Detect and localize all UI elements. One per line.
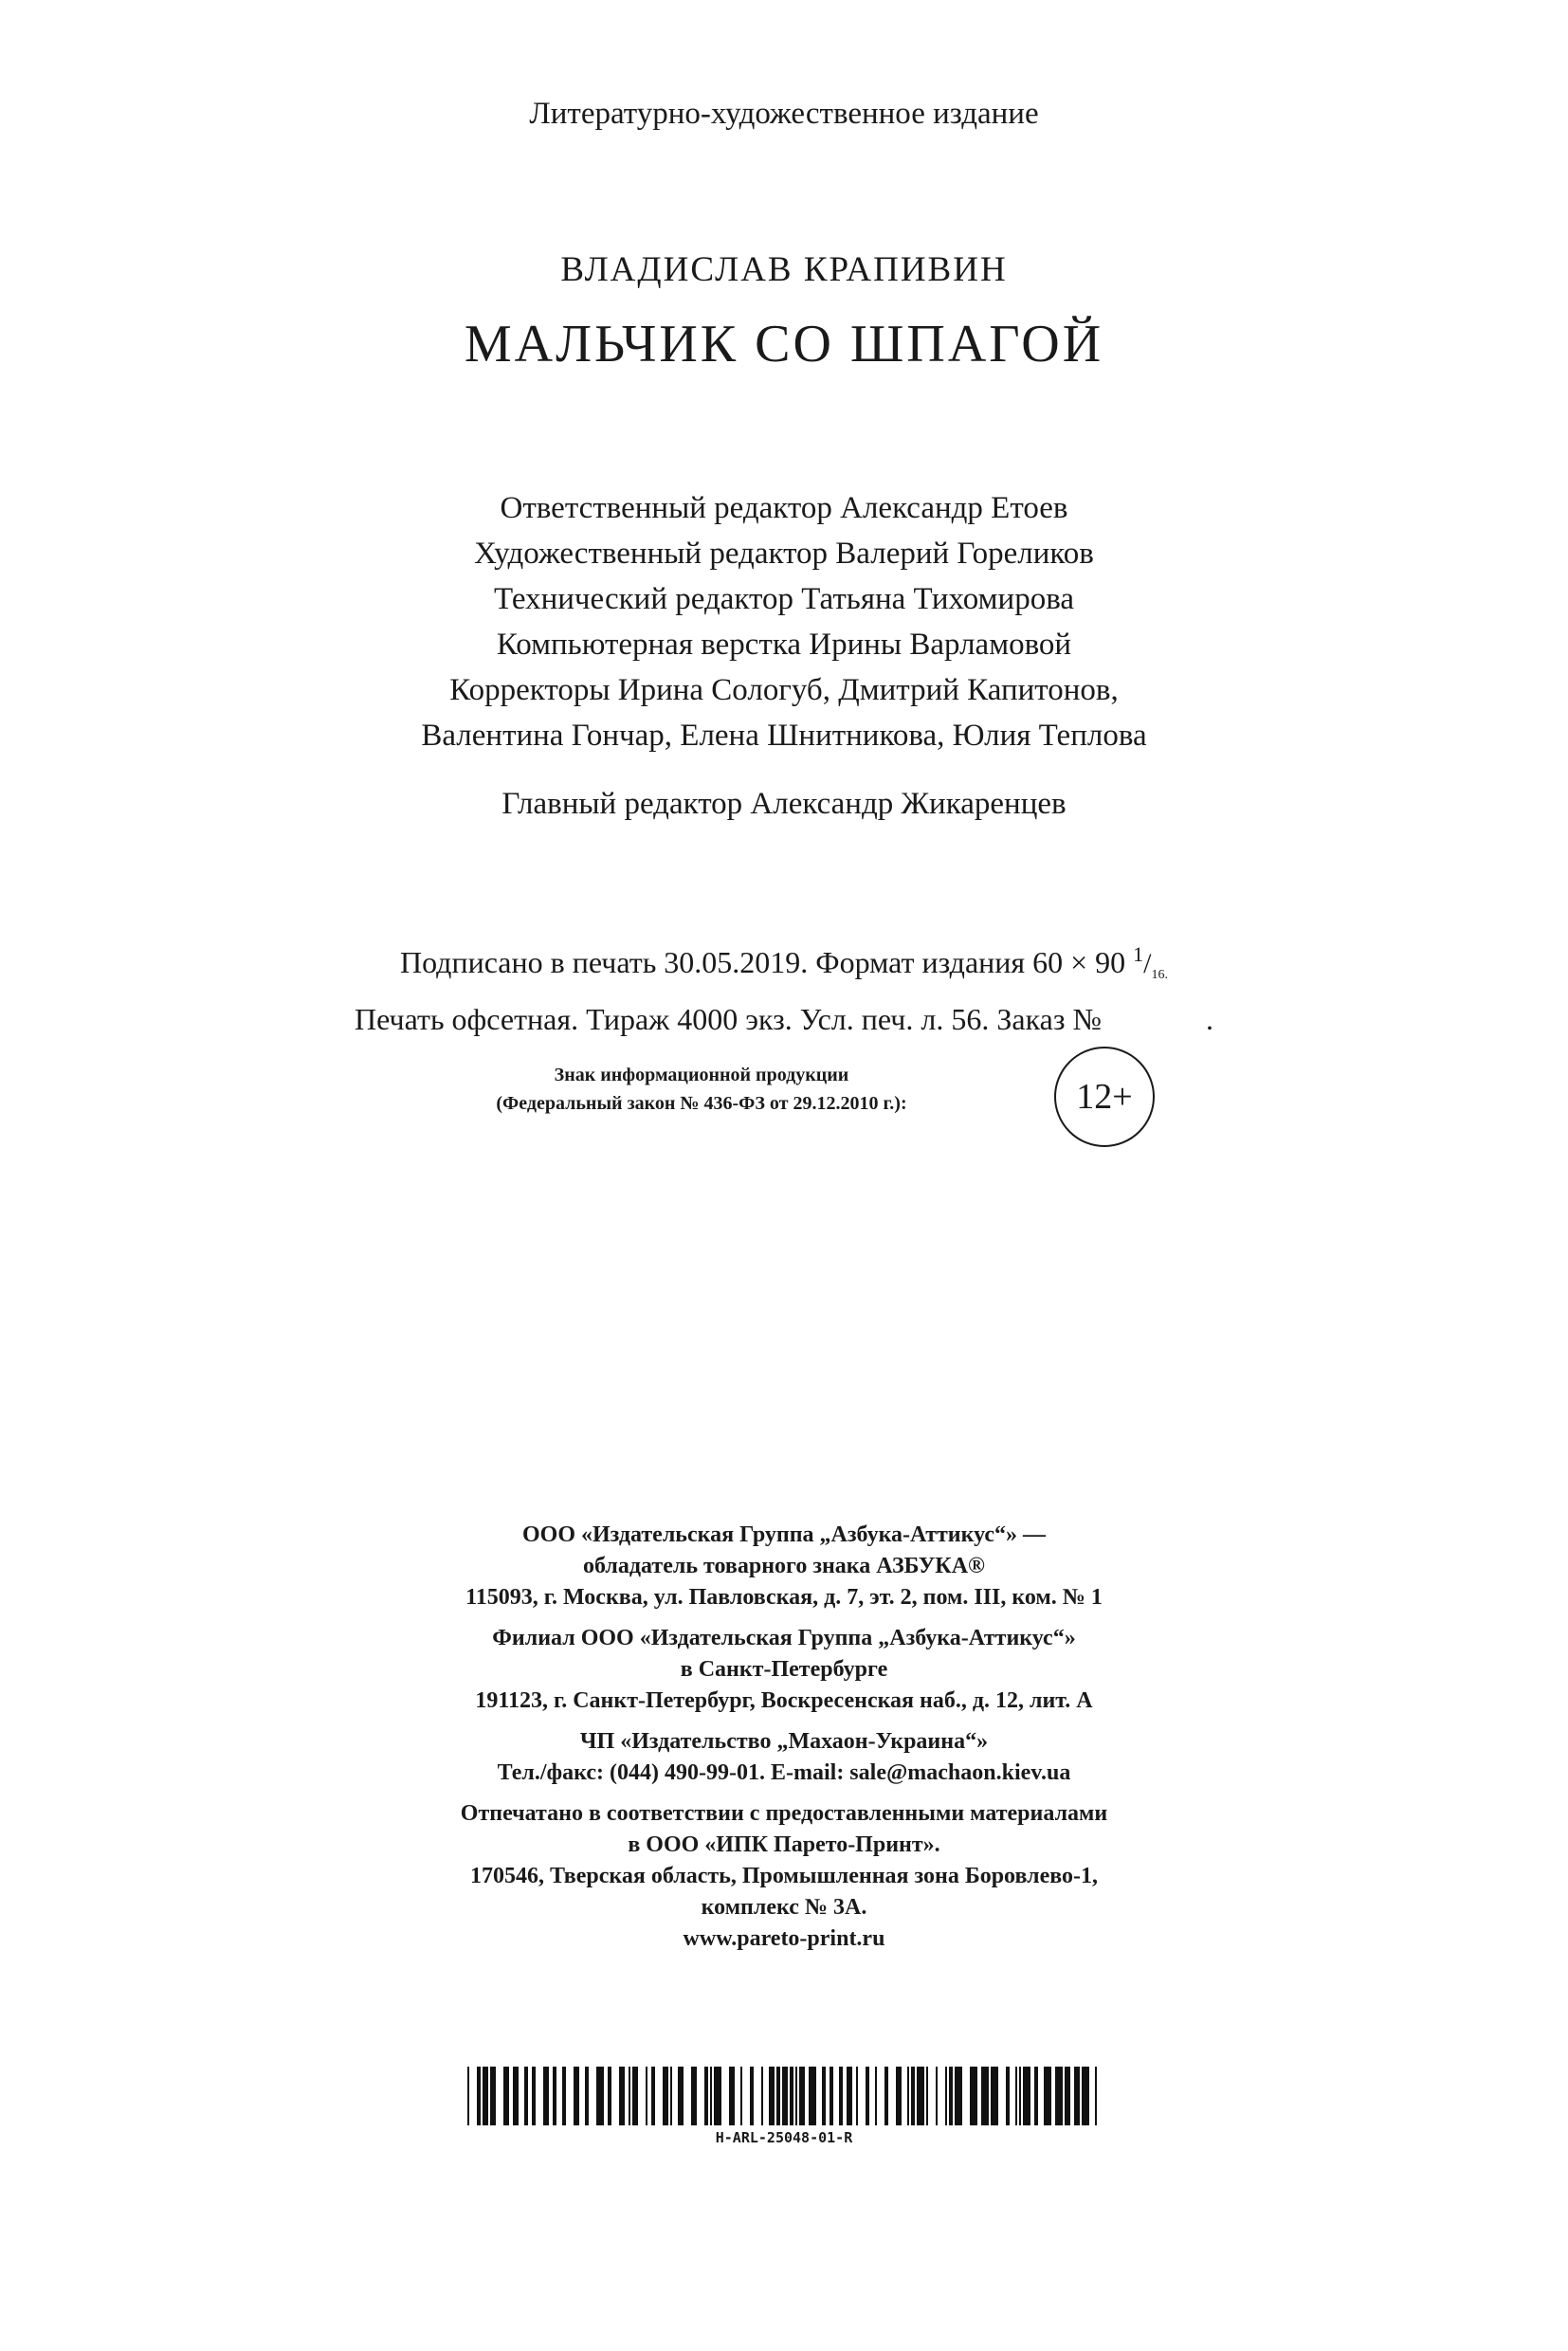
publisher-line: обладатель товарного знака АЗБУКА® [583, 1554, 985, 1578]
barcode-bar [678, 2067, 684, 2125]
barcode-bar [524, 2067, 528, 2125]
barcode-bar [513, 2067, 519, 2125]
barcode-bar [866, 2067, 869, 2125]
barcode-bar [619, 2067, 625, 2125]
print-info [0, 933, 1568, 1041]
barcode-bar [543, 2067, 549, 2125]
barcode-bar [830, 2067, 833, 2125]
barcode-bar [790, 2067, 793, 2125]
barcode-bar [907, 2067, 909, 2125]
barcode-bar [663, 2067, 668, 2125]
barcode-bar [981, 2067, 989, 2125]
barcode-bar [917, 2067, 924, 2125]
barcode-bar [945, 2067, 947, 2125]
print-info-line-1 [0, 933, 1568, 997]
credits-list [0, 485, 1568, 758]
printer-website: www.pareto-print.ru [683, 1926, 885, 1951]
credit-line: Технический редактор Татьяна Тихомирова [493, 582, 1074, 616]
barcode-bar [1082, 2067, 1089, 2125]
publisher-spb [0, 1623, 1568, 1717]
barcode-bar [532, 2067, 536, 2125]
age-rating-label [360, 1061, 1043, 1118]
barcode-bar [1023, 2067, 1030, 2125]
format-fraction-denominator: 16 [1151, 968, 1165, 982]
barcode-bar [761, 2067, 763, 2125]
barcode-bar [629, 2067, 630, 2125]
barcode-bar [769, 2067, 775, 2125]
publisher-moscow [0, 1520, 1568, 1613]
barcode-bar [822, 2067, 826, 2125]
print-info-text-1: Подписано в печать 30.05.2019. Формат издания 60 × 90 [399, 945, 1126, 979]
barcode-bar [608, 2067, 611, 2125]
credit-line: Компьютерная верстка Ирины Варламовой [496, 628, 1072, 662]
chief-editor: Главный редактор Александр Жикаренцев [501, 787, 1067, 821]
credit-line: Корректоры Ирина Сологуб, Дмитрий Капитонов, [449, 673, 1119, 707]
barcode-image [467, 2067, 1101, 2125]
barcode-bar [477, 2067, 481, 2125]
barcode-bar [782, 2067, 788, 2125]
barcode-bar [1006, 2067, 1010, 2125]
format-fraction-numerator: 1 [1133, 942, 1144, 966]
barcode-bar [503, 2067, 509, 2125]
barcode-bar [729, 2067, 735, 2125]
barcode-bar [875, 2067, 877, 2125]
publisher-line: в Санкт-Петербурге [680, 1657, 888, 1682]
barcode-bar [574, 2067, 579, 2125]
barcode-bar [847, 2067, 852, 2125]
barcode-bar [710, 2067, 712, 2125]
barcode-bar [1074, 2067, 1080, 2125]
print-info-line-2 [0, 997, 1568, 1041]
printer-line: 170546, Тверская область, Промышленная зона Боровлево-1, [469, 1864, 1099, 1888]
age-rating-label-line: Знак информационной продукции [554, 1065, 849, 1085]
printer-line: в ООО «ИПК Парето-Принт». [628, 1832, 940, 1857]
barcode-bar [1065, 2067, 1070, 2125]
barcode-bar [991, 2067, 998, 2125]
barcode-bar [1034, 2067, 1038, 2125]
barcode-bar [949, 2067, 953, 2125]
publisher-info [0, 1520, 1568, 1964]
format-fraction-slash: / [1143, 948, 1152, 979]
barcode-bar [799, 2067, 805, 2125]
barcode-bar [553, 2067, 556, 2125]
barcode-bar [936, 2067, 938, 2125]
printer-line: комплекс № 3А. [701, 1895, 867, 1920]
credit-line: Валентина Гончар, Елена Шнитникова, Юлия Теплова [421, 719, 1147, 753]
barcode-bar [596, 2067, 604, 2125]
barcode-bar [467, 2067, 469, 2125]
edition-type: Литературно-художественное издание [529, 97, 1039, 131]
publisher-line: 191123, г. Санкт-Петербург, Воскресенская наб., д. 12, лит. А [475, 1688, 1093, 1713]
publisher-line: ЧП «Издательство „Махаон-Украина“» [579, 1729, 989, 1754]
barcode-bar [651, 2067, 655, 2125]
age-rating-badge: 12+ [1054, 1047, 1155, 1147]
barcode-bar [1055, 2067, 1063, 2125]
barcode-bar [740, 2067, 742, 2125]
barcode-code: H-ARL-25048-01-R [715, 2129, 853, 2146]
barcode-bar [839, 2067, 843, 2125]
print-info-text-2: Печать офсетная. Тираж 4000 экз. Усл. печ. л. 56. Заказ № [354, 1002, 1103, 1036]
barcode-bar [809, 2067, 816, 2125]
barcode-bar [1015, 2067, 1017, 2125]
barcode-bar [670, 2067, 672, 2125]
barcode-bar [896, 2067, 902, 2125]
barcode-bar [856, 2067, 858, 2125]
barcode-bar [562, 2067, 566, 2125]
barcode-bar [750, 2067, 754, 2125]
publisher-line: ООО «Издательская Группа „Азбука-Аттикус“» — [521, 1522, 1046, 1547]
format-fraction-dot: . [1164, 968, 1169, 982]
barcode-bar [970, 2067, 977, 2125]
credit-line: Ответственный редактор Александр Етоев [500, 491, 1068, 525]
publisher-line: Тел./факс: (044) 490-99-01. E-mail: sale@machaon.kiev.ua [497, 1760, 1071, 1785]
barcode-bar [776, 2067, 780, 2125]
age-rating-label-line: (Федеральный закон № 436-ФЗ от 29.12.2010 г.): [496, 1093, 907, 1114]
barcode-bar [926, 2067, 928, 2125]
barcode-bar [1019, 2067, 1021, 2125]
author-name: ВЛАДИСЛАВ КРАПИВИН [560, 250, 1008, 289]
barcode-bar [646, 2067, 647, 2125]
barcode-bar [955, 2067, 962, 2125]
barcode-bar [483, 2067, 488, 2125]
printer-line: Отпечатано в соответствии с предоставленными материалами [460, 1801, 1108, 1826]
barcode-bar [704, 2067, 708, 2125]
barcode-bar [1095, 2067, 1097, 2125]
book-title: МАЛЬЧИК СО ШПАГОЙ [464, 315, 1104, 374]
publisher-line: 115093, г. Москва, ул. Павловская, д. 7, эт. 2, пом. III, ком. № 1 [465, 1585, 1103, 1610]
publisher-ukraine [0, 1726, 1568, 1789]
publisher-line: Филиал ООО «Издательская Группа „Азбука-Аттикус“» [492, 1626, 1076, 1650]
printer-info [0, 1798, 1568, 1955]
barcode-bar [911, 2067, 915, 2125]
barcode-bar [490, 2067, 496, 2125]
credit-line: Художественный редактор Валерий Гореликов [474, 537, 1094, 571]
barcode-bar [795, 2067, 797, 2125]
barcode-bar [714, 2067, 721, 2125]
print-info-line-2-end: . [1206, 1002, 1214, 1036]
barcode-bar [585, 2067, 589, 2125]
barcode-bar [691, 2067, 697, 2125]
barcode-bar [632, 2067, 638, 2125]
barcode-bar [1044, 2067, 1051, 2125]
barcode-bar [884, 2067, 888, 2125]
